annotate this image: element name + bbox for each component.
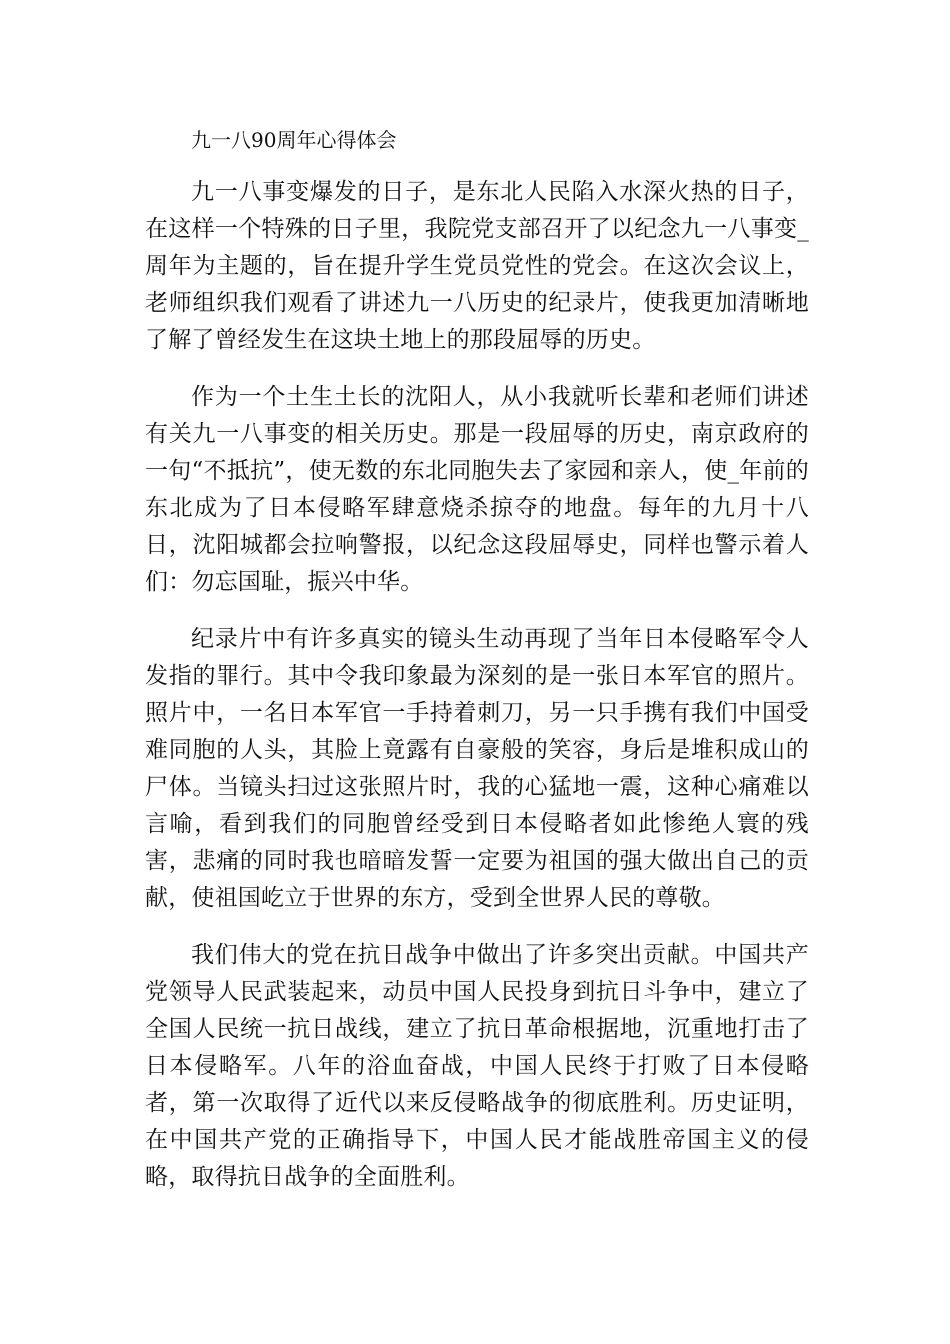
paragraph: 作为一个土生土长的沈阳人，从小我就听长辈和老师们讲述有关九一八事变的相关历史。那是一段屈辱的历史，南京政府的一句“不抵抗”，使无数的东北同胞失去了家园和亲人，使_年前的东北成为了日本侵略军肆意烧杀掠夺的地盘。每年的九月十八日，沈阳城都会拉响警报，以纪念这段屈辱史，同样也警示着人们：勿忘国耻，振兴中华。 xyxy=(145,384,809,595)
paragraph: 纪录片中有许多真实的镜头生动再现了当年日本侵略军令人发指的罪行。其中令我印象最为深刻的是一张日本军官的照片。照片中，一名日本军官一手持着刺刀，另一只手携有我们中国受难同胞的人头，其脸上竟露有自豪般的笑容，身后是堆积成山的尸体。当镜头扫过这张照片时，我的心猛地一震，这种心痛难以言喻，看到我们的同胞曾经受到日本侵略者如此惨绝人寰的残害，悲痛的同时我也暗暗发誓一定要为祖国的强大做出自己的贡献，使祖国屹立于世界的东方，受到全世界人民的尊敬。 xyxy=(145,626,809,911)
document-body xyxy=(145,122,809,1196)
paragraph: 我们伟大的党在抗日战争中做出了许多突出贡献。中国共产党领导人民武装起来，动员中国人民投身到抗日斗争中，建立了全国人民统一抗日战线，建立了抗日革命根据地，沉重地打击了日本侵略军。八年的浴血奋战，中国人民终于打败了日本侵略者，第一次取得了近代以来反侵略战争的彻底胜利。历史证明，在中国共产党的正确指导下，中国人民才能战胜帝国主义的侵略，取得抗日战争的全面胜利。 xyxy=(145,942,809,1190)
document-title: 九一八90周年心得体会 xyxy=(191,128,397,152)
paragraph: 九一八事变爆发的日子，是东北人民陷入水深火热的日子，在这样一个特殊的日子里，我院党支部召开了以纪念九一八事变_周年为主题的，旨在提升学生党员党性的党会。在这次会议上，老师组织我们观看了讲述九一八历史的纪录片，使我更加清晰地了解了曾经发生在这块土地上的那段屈辱的历史。 xyxy=(145,179,809,353)
